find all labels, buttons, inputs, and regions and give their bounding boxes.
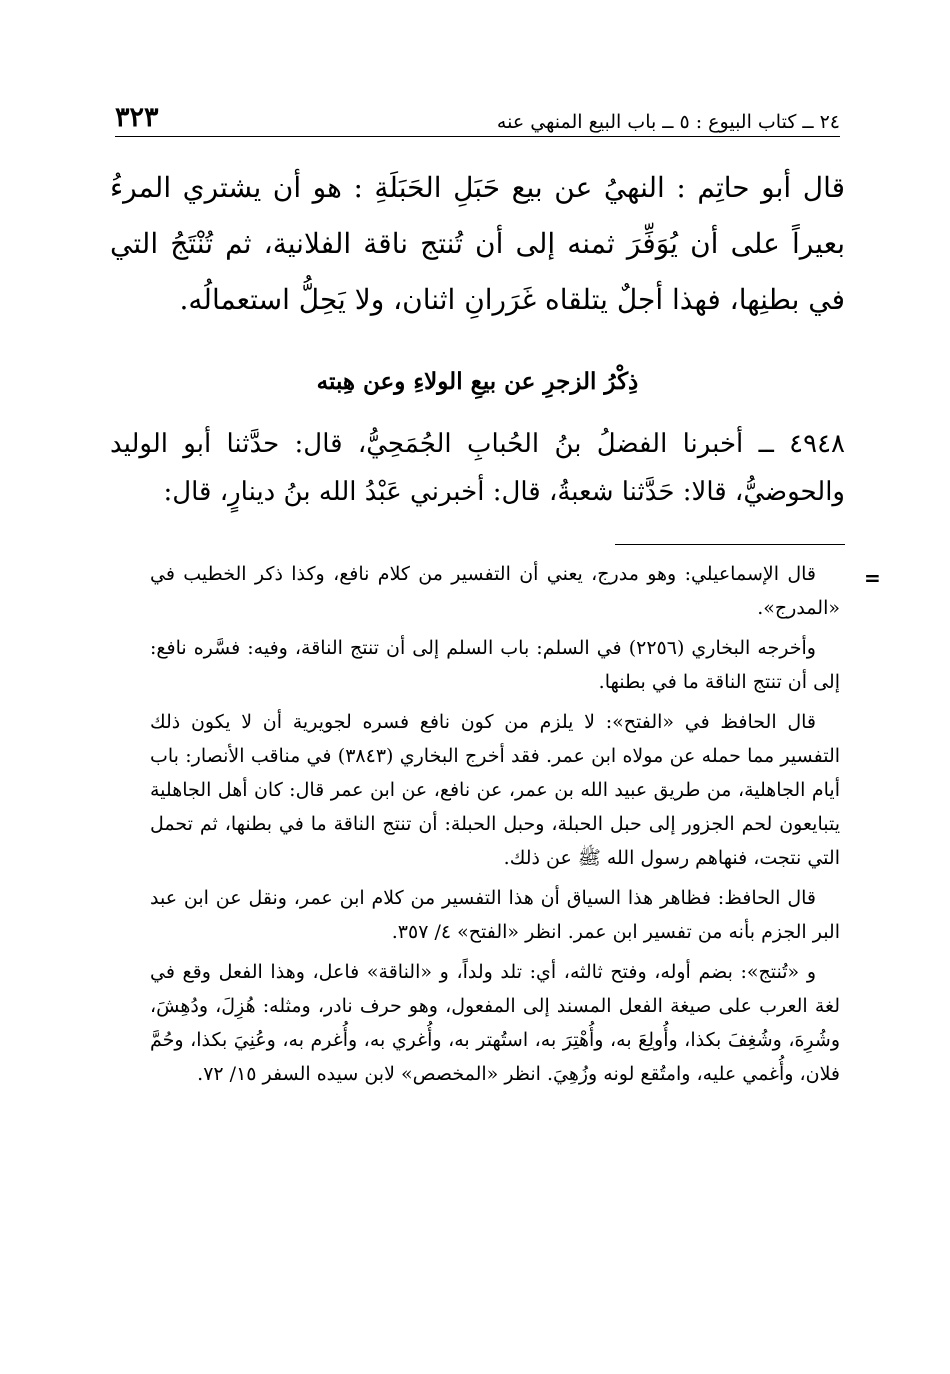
footnote-continuation-mark: =	[864, 566, 881, 590]
footnote-paragraph: وأخرجه البخاري (٢٢٥٦) في السلم: باب السلم إلى أن تنتج الناقة، وفيه: فسَّره نافع: إلى أن تنتج الناقة ما في بطنها.	[150, 637, 840, 693]
footnotes	[150, 557, 840, 1097]
section-heading: ذِكْرُ الزجرِ عن بيعِ الولاءِ وعن هِبته	[316, 368, 639, 395]
hadith-text: ٤٩٤٨ ــ أخبرنا الفضلُ بنُ الحُبابِ الجُمَحِيُّ، قال: حدَّثنا أبو الوليد والحوضيُّ، قالا: حَدَّثنا شعبةُ، قال: أخبرني عَبْدُ الله بنُ دينارٍ، قال:	[110, 429, 845, 507]
footnote-paragraph: و «تُنتج»: بضم أوله، وفتح ثالثه، أي: تلد ولداً، و «الناقة» فاعل، وهذا الفعل وقع في لغة العرب على صيغة الفعل المسند إلى المفعول، وهو حرف نادر، ومثله: هُزِلَ، ودُهِشَ، وشُرِهَ، وشُغِفَ بكذا، وأُولِعَ به، وأُهْتِرَ به، استُهتر به، وأُغري به، وأُغرم به، وعُنِيَ بكذا، وحُمَّ فلان، وأُغمي عليه، وامتُقع لونه وزُهِيَ. انظر «المخصص» لابن سيده السفر ١٥/ ٧٢.	[150, 961, 840, 1085]
page-number: ٣٢٣	[115, 102, 159, 133]
footnote-paragraph: قال الإسماعيلي: وهو مدرج، يعني أن التفسير من كلام نافع، وكذا ذكر الخطيب في «المدرج».	[150, 563, 840, 619]
main-text	[110, 160, 845, 328]
hadith-block	[110, 420, 845, 516]
footnote-divider	[615, 544, 845, 545]
header-divider	[115, 136, 840, 137]
running-title: ٢٤ ــ كتاب البيوع : ٥ ــ باب البيع المنهي عنه	[496, 111, 840, 133]
page-header	[115, 93, 840, 133]
main-paragraph: قال أبو حاتِم : النهيُ عن بيع حَبَلِ الحَبَلَةِ : هو أن يشتري المرءُ بعيراً على أن يُوَفِّرَ ثمنه إلى أن تُنتج ناقة الفلانية، ثم تُنْتَجُ التي في بطنِها، فهذا أجلٌ يتلقاه غَرَرانِ اثنان، ولا يَحِلُّ استعمالُه.	[110, 171, 845, 316]
footnote-paragraph: قال الحافظ في «الفتح»: لا يلزم من كون نافع فسره لجويرية أن لا يكون ذلك التفسير مما حمله عن مولاه ابن عمر. فقد أخرج البخاري (٣٨٤٣) في مناقب الأنصار: باب أيام الجاهلية، من طريق عبيد الله بن عمر، عن نافع، عن ابن عمر قال: كان أهل الجاهلية يتبايعون لحم الجزور إلى حبل الحبلة، وحبل الحبلة: أن تنتج الناقة ما في بطنها، ثم تحمل التي نتجت، فنهاهم رسول الله ﷺ عن ذلك.	[150, 711, 841, 869]
footnote-paragraph: قال الحافظ: فظاهر هذا السياق أن هذا التفسير من كلام ابن عمر، ونقل عن ابن عبد البر الجزم بأنه من تفسير ابن عمر. انظر «الفتح» ٤/ ٣٥٧.	[150, 887, 840, 943]
